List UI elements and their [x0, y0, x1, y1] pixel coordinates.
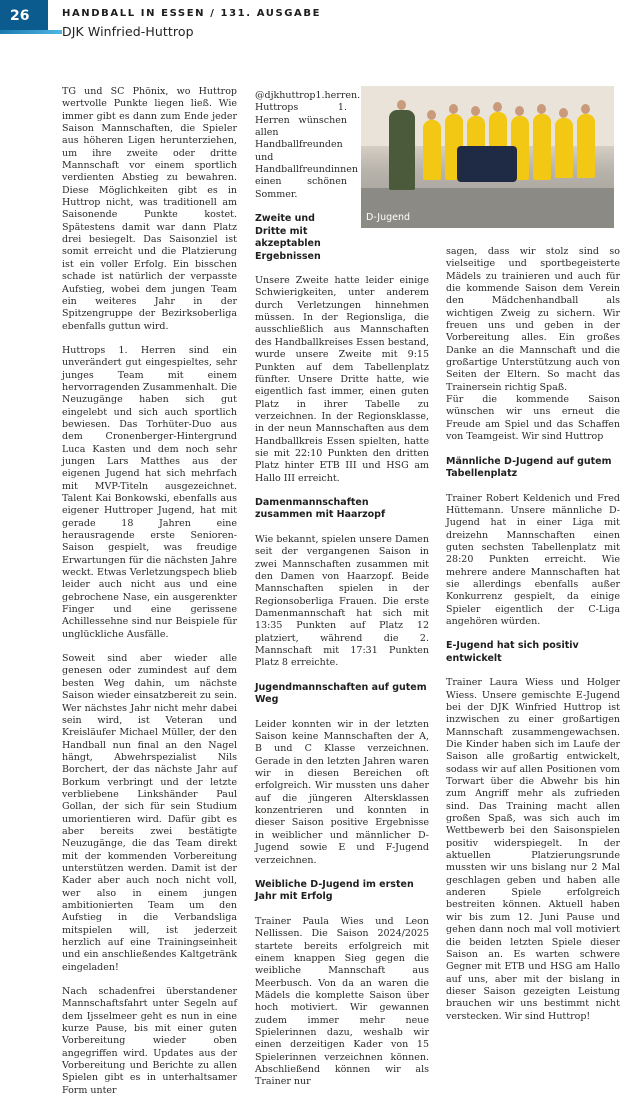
section-heading: Männliche D-Jugend auf gutem Tabellenplatz: [446, 455, 612, 479]
section-heading: E-Jugend hat sich positiv entwickelt: [446, 640, 579, 664]
paragraph: Trainer Robert Keldenich und Fred Hüttemann. Unsere männliche D-Jugend hat in einer Liga mit dreizehn Mannschaften einen guten sechsten Tabellenplatz mit 28:20 Punkten erreicht. Wie mehrere andere Mannschaften hat sie allerdings ebenfalls außer Konkurrenz gespielt, da einige Spieler eigentlich der C-Liga angehören würden.: [446, 492, 620, 627]
paragraph: Leider konnten wir in der letzten Saison keine Mannschaften der A, B und C Klasse verzeichnen. Gerade in den letzten Jahren waren wir in diesen Bereichen oft erfolgreich. Wir mussten uns daher auf die jüngeren Altersklassen konzentrieren und konnten in dieser Saison positive Ergebnisse in weiblicher und männlicher D-Jugend sowie E und F-Jugend verzeichnen.: [255, 718, 429, 866]
section-heading: Damenmannschaften zusammen mit Haarzopf: [255, 496, 386, 521]
paragraph: TG und SC Phönix, wo Huttrop wertvolle Punkte liegen ließ. Wie immer gibt es dann zum Ende jeder Saison Mannschaften, die Spieler aus höheren Ligen herunterziehen, um ihre zweite oder dritte Mannschaft vor einem sportlich verdienten Abstieg zu bewahren. Diese Möglichkeiten gibt es in Huttrop nicht, was traditionell am Saisonende Punkte kostet. Spätestens damit war dann Platz drei besiegelt. Das Saisonziel ist somit erreicht und die Platzierung ist ein voller Erfolg. Ein bisschen schade ist natürlich der verpasste Aufstieg, wobei dem jungen Team ein weiteres Jahr in der Spitzengruppe der Bezirksoberliga ebenfalls guttun wird.: [62, 86, 237, 332]
paragraph: sagen, dass wir stolz sind so vielseitige und sportbegeisterte Mädels zu trainieren und auch für die kommende Saison dem Verein den Mädchenhandball als wichtigen Zweig zu sichern. Wir freuen uns und geben in der Vorbereitung alles. Ein großes Danke an die Mannschaft und die großartige Unterstützung auch von Seiten der Eltern. So macht das Trainersein richtig Spaß.: [446, 246, 620, 393]
paragraph: Trainer Paula Wies und Leon Nellissen. Die Saison 2024/2025 startete bereits erfolgreich mit einem knappen Sieg gegen die weibliche Mannschaft aus Meerbusch. Von da an waren die Mädels die komplette Saison über hoch motiviert. Wir gewannen zudem immer mehr neue Spielerinnen dazu, weshalb wir einen derzeitigen Kader von 15 Spielerinnen verzeichnen können. Abschließend können wir als Trainer nur: [255, 915, 429, 1088]
paragraph: Wie bekannt, spielen unsere Damen seit der vergangenen Saison in zwei Mannschaften zusammen mit den Damen von Haarzopf. Beide Mannschaften spielen in der Regionsoberliga Frauen. Die erste Damenmannschaft hat sich mit 13:35 Punkten auf Platz 12 platziert, während die 2. Mannschaft mit 17:31 Punkten Platz 8 erreichte.: [255, 533, 429, 669]
photo-caption: D-Jugend: [366, 212, 411, 223]
column-2: [255, 90, 429, 1101]
paragraph: @djkhuttrop1.herren. Huttrops 1. Herren wünschen allen Handballfreunden und Handballfreundinnen einen schönen Sommer.: [255, 90, 361, 200]
magazine-title: HANDBALL IN ESSEN / 131. AUSGABE: [62, 8, 322, 19]
section-heading: Weibliche D-Jugend im ersten Jahr mit Erfolg: [255, 878, 414, 903]
paragraph: Nach schadenfrei überstandener Mannschaftsfahrt unter Segeln auf dem Ijsselmeer geht es nun in eine kurze Pause, bis mit einer guten Vorbereitung wieder oben angegriffen wird. Updates aus der Vorbereitung und Berichte zu allen Spielen gibt es in unterhaltsamer Form unter: [62, 986, 237, 1096]
paragraph: Trainer Laura Wiess und Holger Wiess. Unsere gemischte E-Jugend bei der DJK Winfried Huttrop ist inzwischen zu einer großartigen Mannschaft zusammengewachsen. Die Kinder haben sich im Laufe der Saison alle großartig entwickelt, sodass wir auf allen Positionen vom Torwart über die Abwehr bis hin zum Angriff mehr als zufrieden sind. Das Training macht allen großen Spaß, was sich auch im Wettbewerb bei den Saisonspielen positiv widerspiegelt. In der aktuellen Platzierungsrunde mussten wir uns bislang nur 2 Mal geschlagen geben und haben alle anderen Spiele erfolgreich bestreiten können. Aktuell haben wir bis zum 12. Juni Pause und gehen dann noch mal voll motiviert die beiden letzten Spiele dieser Saison an. Es warten schwere Gegner mit ETB und HSG am Hallo auf uns, aber mit der bislang in dieser Saison gezeigten Leistung brauchen wir uns bestimmt nicht verstecken. Wir sind Huttrop!: [446, 677, 620, 1022]
column-3: [446, 246, 620, 1035]
club-name: DJK Winfried-Huttrop: [62, 24, 194, 39]
paragraph: Unsere Zweite hatte leider einige Schwierigkeiten, unter anderem durch Verletzungen hinnehmen müssen. In der Regionsliga, die ausschließlich aus Mannschaften des Handballkreises Essen bestand, wurde unsere Zweite mit 9:15 Punkten auf dem Tabellenplatz fünfter. Unsere Dritte hatte, wie eigentlich fast immer, einen guten Platz in ihrer Tabelle zu verzeichnen. In der Regionsklasse, in der neun Mannschaften aus dem Handballkreis Essen spielten, hatte sie mit 22:10 Punkten den dritten Platz hinter ETB III und HSG am Hallo III erreicht.: [255, 275, 429, 484]
section-heading: Jugendmannschaften auf gutem Weg: [255, 681, 427, 706]
paragraph: Soweit sind aber wieder alle genesen oder zumindest auf dem besten Weg dahin, um nächste Saison wieder einsatzbereit zu sein. Wer nächstes Jahr nicht mehr dabei sein wird, ist Veteran und Kreisläufer Michael Müller, der den Handball nun final an den Nagel hängt, Abwehrspezialist Nils Borchert, der das nächste Jahr auf Borkum verbringt und der letzte verbliebene Linkshänder Paul Gollan, der sich für sein Studium umorientieren wird. Dafür gibt es aber bereits zwei bestätigte Neuzugänge, die das Team direkt mit der kommenden Vorbereitung unterstützen werden. Damit ist der Kader aber auch noch nicht voll, wer also in einem jungen ambitionierten Team um den Aufstieg in die Verbandsliga mitspielen will, ist jederzeit herzlich auf eine Trainingseinheit und ein anschließendes Kaltgetränk eingeladen!: [62, 653, 237, 973]
page-number: 26: [0, 0, 48, 30]
paragraph: Huttrops 1. Herren sind ein unverändert gut eingespieltes, sehr junges Team mit einem hervorragenden Zusammenhalt. Die Neuzugänge haben sich gut eingelebt und sich auch sportlich bewiesen. Das Torhüter-Duo aus dem Cronenberger-Hintergrund Luca Kasten und dem noch sehr jungen Lars Matthes aus der eigenen Jugend hat sich mehrfach mit MVP-Titeln ausgezeichnet. Talent Kai Bonkowski, ebenfalls aus eigener Huttroper Jugend, hat mit gerade 18 Jahren eine herausragende erste Senioren-Saison gespielt, was freudige Erwartungen für die nächsten Jahre weckt. Etwas Verletzungspech blieb leider auch nicht aus und eine gebrochene Nase, ein ausgerenkter Finger und eine gerissene Achillessehne sind nur Beispiele für unglückliche Ausfälle.: [62, 344, 237, 640]
paragraph: Für die kommende Saison wünschen wir uns erneut die Freude am Spiel und das Schaffen von Teamgeist. Wir sind Huttrop: [446, 394, 620, 443]
section-heading: Zweite und Dritte mit akzeptablen Ergebnissen: [255, 213, 321, 262]
column-1: [62, 86, 237, 1109]
